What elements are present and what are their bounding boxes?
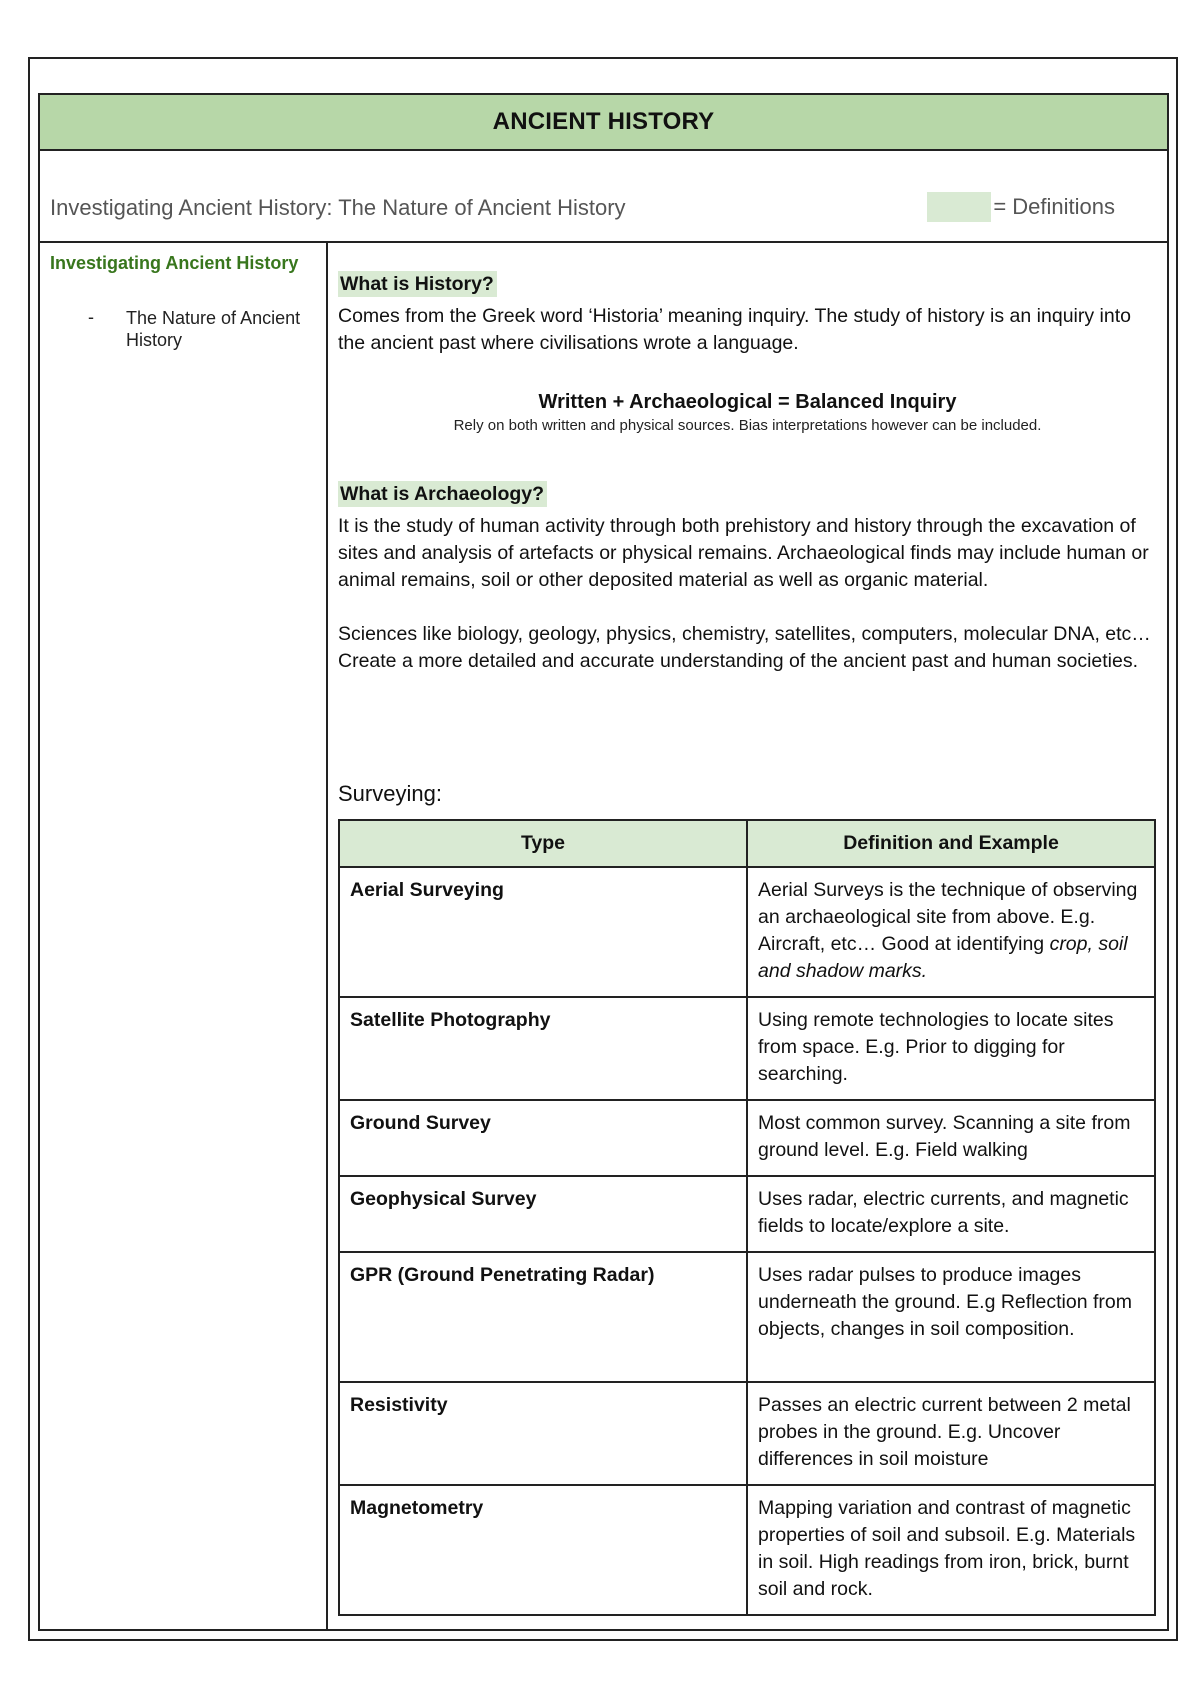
page-title: ANCIENT HISTORY <box>40 95 1167 151</box>
sidebar-section-title: Investigating Ancient History <box>50 253 299 273</box>
sidebar-item-label: The Nature of Ancient History <box>126 308 301 350</box>
survey-definition: Most common survey. Scanning a site from ground level. E.g. Field walking <box>747 1100 1155 1176</box>
survey-definition: Uses radar pulses to produce images underneath the ground. E.g Reflection from objects, changes in soil composition. <box>747 1252 1155 1382</box>
table-row <box>339 1252 1155 1382</box>
definition-text: Aerial Surveys is the technique of observing an archaeological site from above. E.g. Aircraft, etc… Good at identifying <box>758 879 1138 955</box>
history-definition: Comes from the Greek word ‘Historia’ meaning inquiry. The study of history is an inquiry into the ancient past where civilisations wrote a language. <box>338 305 1131 354</box>
table-header-row <box>339 820 1155 867</box>
topic-subtitle: Investigating Ancient History: The Nature of Ancient History <box>50 195 626 220</box>
table-row <box>339 867 1155 997</box>
survey-type: Geophysical Survey <box>339 1176 747 1252</box>
survey-type: Satellite Photography <box>339 997 747 1100</box>
column-header-type: Type <box>339 820 747 867</box>
column-header-definition: Definition and Example <box>747 820 1155 867</box>
sidebar-item <box>88 307 318 351</box>
definitions-legend <box>927 192 1115 222</box>
table-row <box>339 1176 1155 1252</box>
body-area <box>40 241 1167 1629</box>
definition-color-swatch <box>927 192 991 222</box>
formula-main: Written + Archaeological = Balanced Inquiry <box>538 391 957 413</box>
table-row <box>339 1382 1155 1485</box>
legend-label: = Definitions <box>993 194 1115 219</box>
survey-type: GPR (Ground Penetrating Radar) <box>339 1252 747 1382</box>
archaeology-definition: It is the study of human activity through both prehistory and history through the excavation of sites and analysis of artefacts or physical remains. Archaeological finds may include human or animal remains, soil or other deposited material as well as organic material. <box>338 515 1149 591</box>
survey-definition: Mapping variation and contrast of magnetic properties of soil and subsoil. E.g. Materials in soil. High readings from iron, brick, burnt soil and rock. <box>747 1485 1155 1615</box>
archaeology-heading: What is Archaeology? <box>338 481 547 507</box>
survey-type: Magnetometry <box>339 1485 747 1615</box>
table-row <box>339 1100 1155 1176</box>
survey-type: Resistivity <box>339 1382 747 1485</box>
survey-definition: Passes an electric current between 2 metal probes in the ground. E.g. Uncover differences in soil moisture <box>747 1382 1155 1485</box>
survey-definition: Using remote technologies to locate sites from space. E.g. Prior to digging for searching. <box>747 997 1155 1100</box>
survey-definition: Uses radar, electric currents, and magnetic fields to locate/explore a site. <box>747 1176 1155 1252</box>
survey-definition <box>747 867 1155 997</box>
main-content <box>338 241 1157 1629</box>
formula-block <box>338 391 1157 434</box>
list-bullet: - <box>88 307 94 327</box>
surveying-title: Surveying: <box>338 781 442 806</box>
survey-type: Ground Survey <box>339 1100 747 1176</box>
survey-type: Aerial Surveying <box>339 867 747 997</box>
sciences-paragraph: Sciences like biology, geology, physics, chemistry, satellites, computers, molecular DNA, etc… Create a more detailed and accurate understanding of the ancient past and human societies. <box>338 623 1151 672</box>
table-row <box>339 997 1155 1100</box>
definition-emphasis: crop, soil and shadow marks. <box>758 933 1128 982</box>
sidebar <box>40 241 328 1629</box>
formula-note: Rely on both written and physical sources. Bias interpretations however can be included. <box>453 417 1042 434</box>
document <box>38 93 1169 1631</box>
history-heading: What is History? <box>338 271 497 297</box>
subtitle-row <box>40 151 1167 243</box>
surveying-table <box>338 819 1156 1616</box>
table-row <box>339 1485 1155 1615</box>
